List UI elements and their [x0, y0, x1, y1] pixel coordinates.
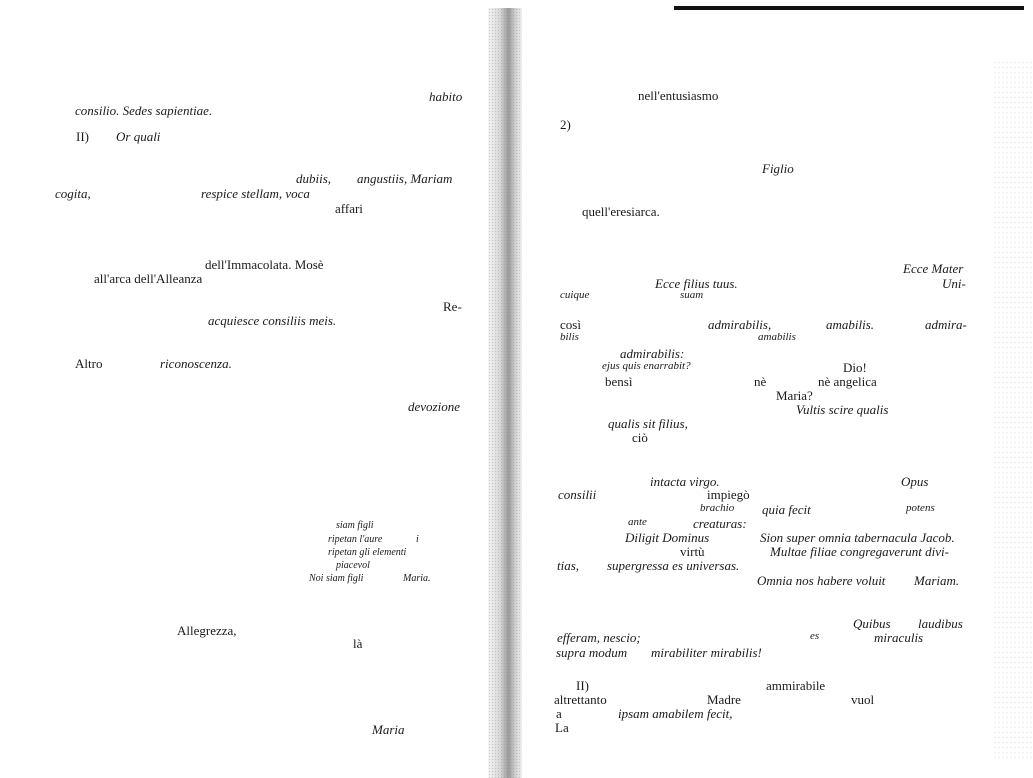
left_page-text-fragment: Re-: [443, 299, 462, 314]
right_page-text-fragment: così: [560, 317, 581, 332]
right_page-text-fragment: Maria?: [776, 388, 813, 403]
left_page-text-fragment: II): [76, 129, 89, 144]
left_page-text-fragment: dell'Immacolata. Mosè: [205, 257, 324, 272]
book-gutter: [488, 8, 522, 778]
right_page-text-fragment: intacta virgo.: [650, 474, 720, 489]
left_page-text-fragment: cogita,: [55, 186, 91, 201]
right_page-text-fragment: Uni-: [942, 276, 966, 291]
right_page-text-fragment: Figlio: [762, 161, 794, 176]
right_page-text-fragment: miraculis: [874, 630, 924, 645]
left_page-text-fragment: siam figli: [336, 520, 374, 531]
left_page-text-fragment: Or quali: [116, 129, 161, 144]
right_page-text-fragment: altrettanto: [554, 692, 607, 707]
right_page-text-fragment: Multae filiae congregaverunt divi-: [770, 544, 949, 559]
right_page-text-fragment: suam: [680, 289, 704, 301]
right_page-text-fragment: amabilis.: [826, 317, 875, 332]
left_page-text-fragment: piacevol: [336, 560, 370, 571]
right_page-text-fragment: ejus quis enarrabit?: [602, 360, 691, 372]
left_page-text-fragment: i: [416, 534, 419, 545]
right_page-text-fragment: cuique: [560, 289, 590, 301]
right_page-text-fragment: quell'eresiarca.: [582, 204, 660, 219]
right_page-text-fragment: nell'entusiasmo: [638, 88, 719, 103]
left_page-text-fragment: acquiesce consiliis meis.: [208, 313, 337, 328]
top-rule: [674, 6, 1024, 10]
right_page-text-fragment: ammirabile: [766, 678, 826, 693]
right_page-text-fragment: nè: [754, 374, 767, 389]
right_page-text-fragment: potens: [906, 502, 935, 514]
left_page-text-fragment: riconoscenza.: [160, 356, 232, 371]
right_page-text-fragment: ante: [628, 516, 647, 528]
right_page-text-fragment: Omnia nos habere voluit: [757, 573, 886, 588]
left_page-text-fragment: Maria: [372, 722, 405, 737]
right_page-text-fragment: Ecce filius tuus.: [655, 276, 738, 291]
right_page-text-fragment: Opus: [901, 474, 929, 489]
left_page-text-fragment: là: [353, 636, 363, 651]
right_page-text-fragment: supergressa es universas.: [607, 558, 740, 573]
left_page-text-fragment: habito: [429, 89, 463, 104]
left_page-text-fragment: respice stellam, voca: [201, 186, 310, 201]
right_page-text-fragment: mirabiliter mirabilis!: [651, 645, 762, 660]
right_page-text-fragment: tias,: [557, 558, 580, 573]
right_page-text-fragment: brachio: [700, 502, 735, 514]
right_page-text-fragment: supra modum: [556, 645, 628, 660]
left-page: [0, 0, 490, 778]
right_page-text-fragment: Diligit Dominus: [625, 530, 710, 545]
right_page-text-fragment: qualis sit filius,: [608, 416, 688, 431]
left_page-text-fragment: devozione: [408, 399, 460, 414]
left_page-text-fragment: angustiis, Mariam: [357, 171, 453, 186]
left_page-text-fragment: Noi siam figli: [309, 573, 364, 584]
left_page-text-fragment: Altro: [75, 356, 103, 371]
left_page-text-fragment: consilio. Sedes sapientiae.: [75, 103, 213, 118]
right_page-text-fragment: virtù: [680, 544, 705, 559]
right_page-text-fragment: impiegò: [707, 487, 750, 502]
right_page-text-fragment: Mariam.: [914, 573, 960, 588]
left_page-text-fragment: all'arca dell'Alleanza: [94, 271, 203, 286]
right_page-text-fragment: amabilis: [758, 331, 796, 343]
right_page-text-fragment: bensì: [605, 374, 633, 389]
right_page-text-fragment: admira-: [925, 317, 967, 332]
right_page-text-fragment: es: [810, 630, 820, 642]
left_page-text-fragment: affari: [335, 201, 363, 216]
right_page-text-fragment: a: [556, 706, 562, 721]
right_page-text-fragment: laudibus: [918, 616, 963, 631]
right_page-text-fragment: efferam, nescio;: [557, 630, 641, 645]
left_page-text-fragment: Allegrezza,: [177, 623, 237, 638]
right_page-text-fragment: admirabilis:: [620, 346, 685, 361]
left_page-text-fragment: dubiis,: [296, 171, 332, 186]
right_page-text-fragment: consilii: [558, 487, 597, 502]
left_page-text-fragment: ripetan gli elementi: [328, 547, 407, 558]
right_page-text-fragment: quia fecit: [762, 502, 811, 517]
right_page-text-fragment: creaturas:: [693, 516, 747, 531]
left_page-text-fragment: Maria.: [403, 573, 431, 584]
right_page-text-fragment: bilis: [560, 331, 579, 343]
right_page-text-fragment: Ecce Mater: [903, 261, 964, 276]
right_page-text-fragment: ciò: [632, 430, 648, 445]
right_page-text-fragment: Vultis scire qualis: [796, 402, 889, 417]
right_page-text-fragment: vuol: [851, 692, 875, 707]
right_page-text-fragment: Dio!: [843, 360, 867, 375]
right_page-text-fragment: admirabilis,: [708, 317, 772, 332]
left_page-text-fragment: ripetan l'aure: [328, 534, 383, 545]
right_page-text-fragment: Quibus: [853, 616, 891, 631]
right_page-text-fragment: nè angelica: [818, 374, 877, 389]
right_page-text-fragment: II): [576, 678, 589, 693]
right_page-text-fragment: Madre: [707, 692, 741, 707]
page-edge-texture: [993, 60, 1033, 760]
right_page-text-fragment: La: [555, 720, 569, 735]
right_page-text-fragment: Sion super omnia tabernacula Jacob.: [760, 530, 955, 545]
right_page-text-fragment: 2): [560, 117, 571, 132]
right_page-text-fragment: ipsam amabilem fecit,: [618, 706, 733, 721]
